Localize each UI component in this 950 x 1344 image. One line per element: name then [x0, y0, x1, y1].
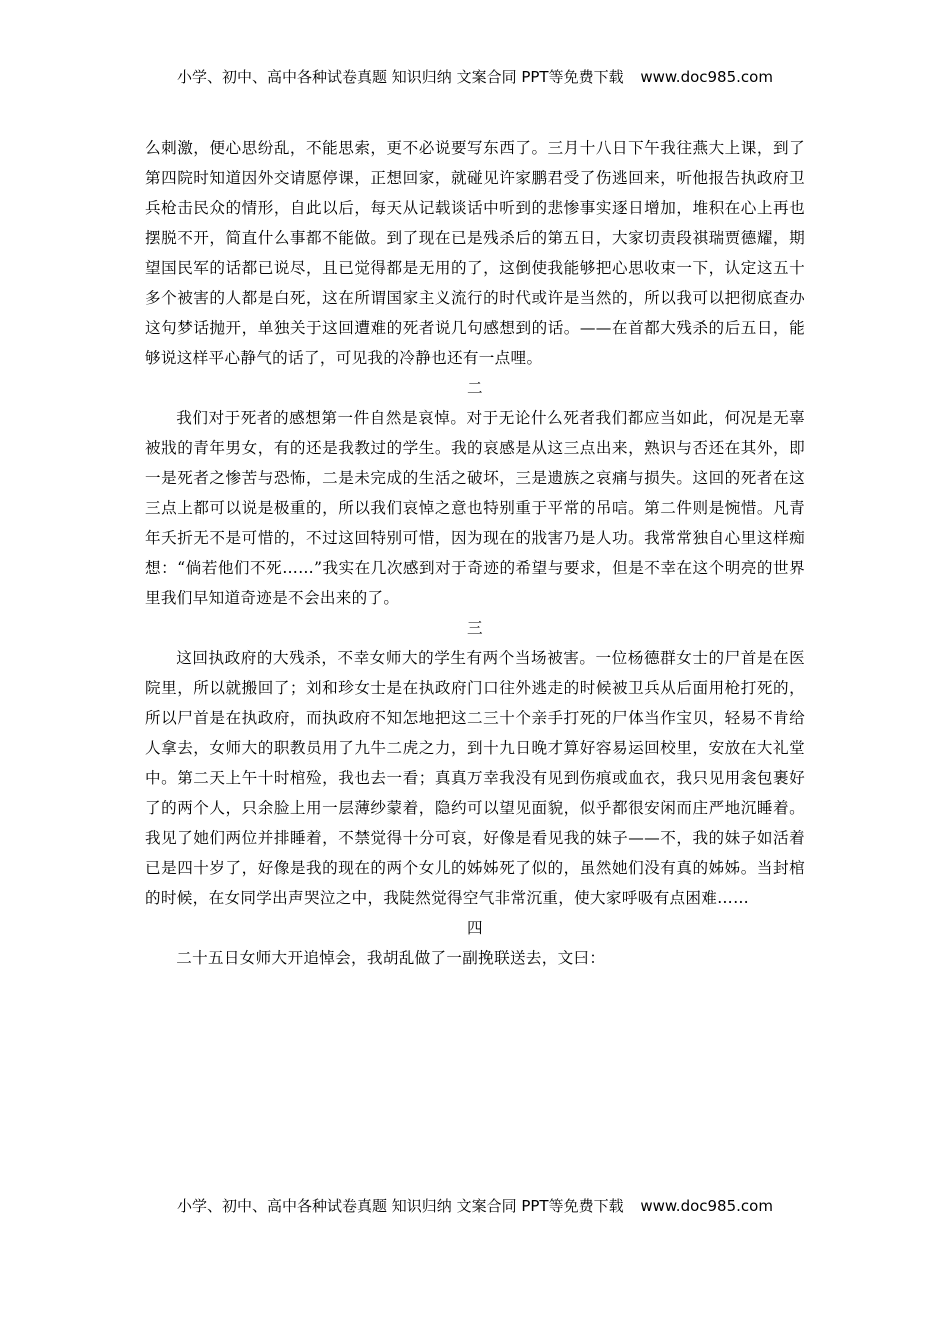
footer-url[interactable]: www.doc985.com — [640, 1197, 773, 1215]
section-heading-3: 三 — [467, 619, 483, 637]
paragraph-3: 这回执政府的大残杀，不幸女师大的学生有两个当场被害。一位杨德群女士的尸首是在医院里，所以就搬回了；刘和珍女士是在执政府门口往外逃走的时候被卫兵从后面用枪打死的，所以尸首是在执政府，而执政府不知怎地把这二三十个亲手打死的尸体当作宝贝，轻易不肯给人拿去，女师大的职教员用了九牛二虎之力，到十九日晚才算好容易运回校里，安放在大礼堂中。第二天上午十时棺殓，我也去一看；真真万幸我没有见到伤痕或血衣，我只见用衾包裹好了的两个人，只余脸上用一层薄纱蒙着，隐约可以望见面貌，似乎都很安闲而庄严地沉睡着。我见了她们两位并排睡着，不禁觉得十分可哀，好像是看见我的妹子——不，我的妹子如活着已是四十岁了，好像是我的现在的两个女儿的姊姊死了似的，虽然她们没有真的姊姊。当封棺的时候，在女同学出声哭泣之中，我陡然觉得空气非常沉重，使大家呼吸有点困难…… — [145, 649, 805, 907]
page-footer — [0, 1195, 950, 1216]
paragraph-2: 我们对于死者的感想第一件自然是哀悼。对于无论什么死者我们都应当如此，何况是无辜被戕的青年男女，有的还是我教过的学生。我的哀感是从这三点出来，熟识与否还在其外，即一是死者之惨苦与恐怖，二是未完成的生活之破坏，三是遗族之哀痛与损失。这回的死者在这三点上都可以说是极重的，所以我们哀悼之意也特别重于平常的吊唁。第二件则是惋惜。凡青年夭折无不是可惜的，不过这回特别可惜，因为现在的戕害乃是人功。我常常独自心里这样痴想：“倘若他们不死……”我实在几次感到对于奇迹的希望与要求，但是不幸在这个明亮的世界里我们早知道奇迹是不会出来的了。 — [145, 409, 805, 607]
section-heading-4: 四 — [467, 919, 483, 937]
article-body — [145, 133, 805, 973]
paragraph-1: 么刺激，便心思纷乱，不能思索，更不必说要写东西了。三月十八日下午我往燕大上课，到了第四院时知道因外交请愿停课，正想回家，就碰见许家鹏君受了伤逃回来，听他报告执政府卫兵枪击民众的情形，自此以后，每天从记载谈话中听到的悲惨事实逐日增加，堆积在心上再也摆脱不开，简直什么事都不能做。到了现在已是残杀后的第五日，大家切责段祺瑞贾德耀，期望国民军的话都已说尽，且已觉得都是无用的了，这倒使我能够把心思收束一下，认定这五十多个被害的人都是白死，这在所谓国家主义流行的时代或许是当然的，所以我可以把彻底查办这句梦话抛开，单独关于这回遭难的死者说几句感想到的话。——在首都大残杀的后五日，能够说这样平心静气的话了，可见我的冷静也还有一点哩。 — [145, 139, 805, 367]
header-text: 小学、初中、高中各种试卷真题 知识归纳 文案合同 PPT等免费下载 — [177, 68, 624, 86]
footer-text: 小学、初中、高中各种试卷真题 知识归纳 文案合同 PPT等免费下载 — [177, 1197, 624, 1215]
page-header — [0, 66, 950, 87]
header-url[interactable]: www.doc985.com — [640, 68, 773, 86]
section-heading-2: 二 — [467, 379, 483, 397]
paragraph-4: 二十五日女师大开追悼会，我胡乱做了一副挽联送去，文曰： — [176, 949, 606, 967]
